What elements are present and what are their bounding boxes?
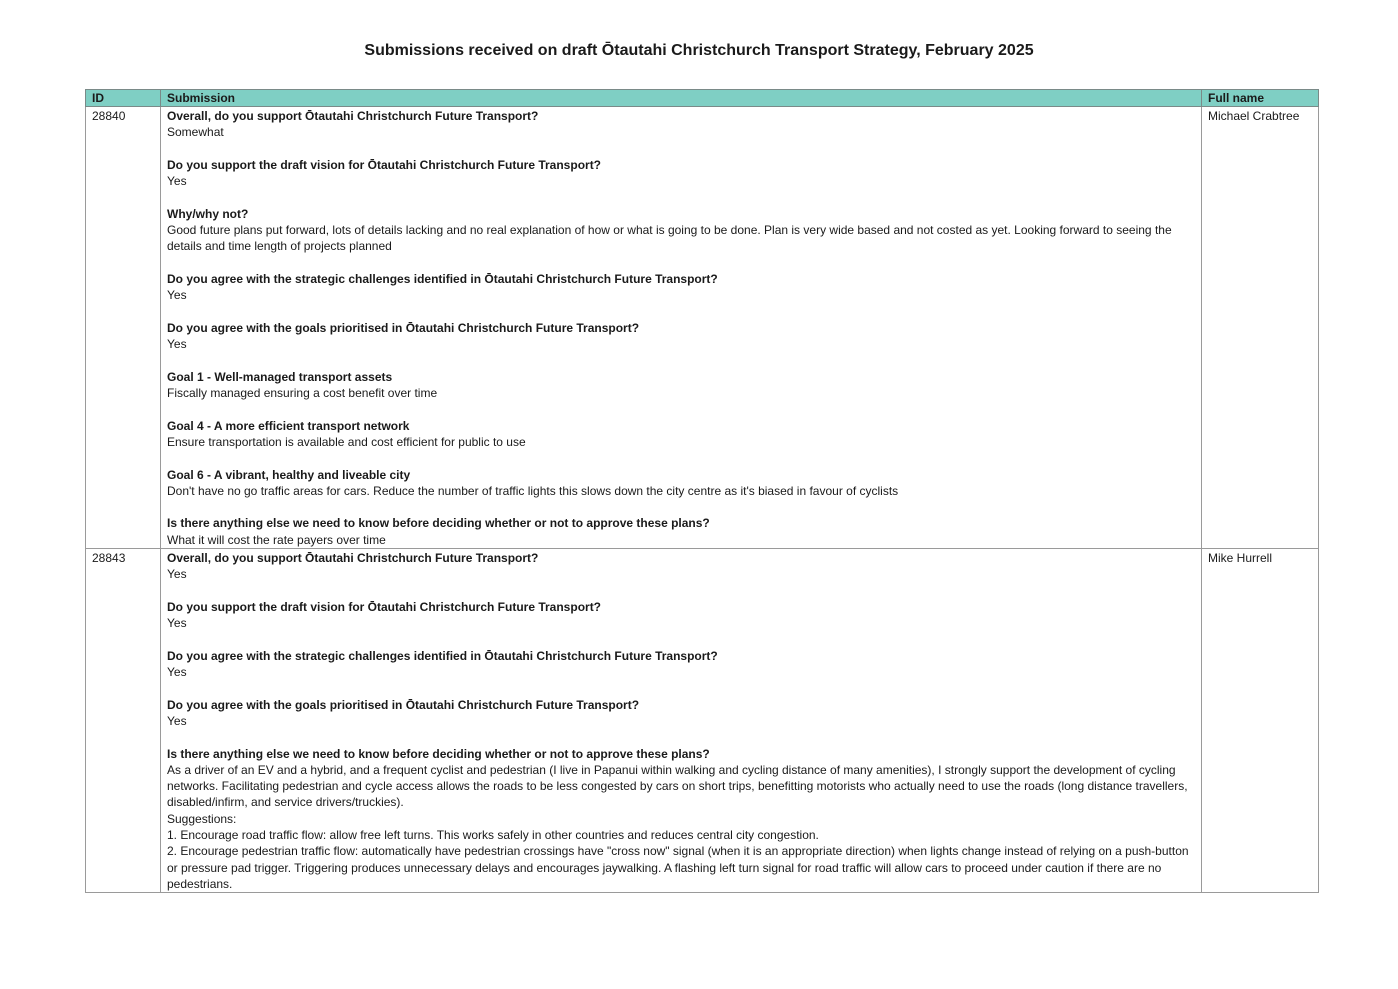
column-header-submission: Submission (161, 90, 1202, 107)
question-answer-block (167, 320, 1195, 353)
page-title: Submissions received on draft Ōtautahi Christchurch Transport Strategy, February 2025 (364, 42, 1034, 59)
question-text: Goal 6 - A vibrant, healthy and liveable city (167, 467, 411, 482)
question-answer-block (167, 467, 1195, 500)
answer-text: 1. Encourage road traffic flow: allow free left turns. This works safely in other countries and reduces central city congestion. (167, 828, 819, 843)
answer-text: Good future plans put forward, lots of details lacking and no real explanation of how or what is going to be done. Plan is very wide based and not costed as yet. Looking forward to seeing the details and time length of projects planned (167, 223, 1172, 254)
answer-text: As a driver of an EV and a hybrid, and a frequent cyclist and pedestrian (I live in Papanui within walking and cycling distance of many amenities), I strongly support the development of cycling networks. Facilitating pedestrian and cycle access allows the roads to be less congested by cars on short trips, benefitting motorists who actually need to use the roads (long distance travellers, disabled/infirm, and service drivers/truckies). (167, 762, 1188, 810)
answer-text: Somewhat (167, 125, 224, 140)
question-text: Do you support the draft vision for Ōtautahi Christchurch Future Transport? (167, 157, 602, 172)
answer-text: Yes (167, 174, 187, 189)
answer-text: What it will cost the rate payers over time (167, 532, 386, 547)
table-row (86, 549, 1319, 893)
question-text: Do you agree with the strategic challenges identified in Ōtautahi Christchurch Future Transport? (167, 648, 718, 663)
answer-text: 2. Encourage pedestrian traffic flow: automatically have pedestrian crossings have "cross now" signal (when it is an appropriate direction) when lights change instead of relying on a push-button or pressure pad trigger. Triggering produces unnecessary delays and encourages jaywalking. A flashing left turn signal for road traffic will allow cars to proceed under caution if there are no pedestrians. (167, 844, 1189, 891)
submissions-table (85, 89, 1319, 893)
column-header-full-name: Full name (1202, 90, 1319, 107)
table-body (86, 107, 1319, 893)
answer-text: Yes (167, 616, 187, 631)
question-text: Do you agree with the strategic challenges identified in Ōtautahi Christchurch Future Transport? (167, 271, 718, 286)
question-answer-block (167, 599, 1195, 632)
question-text: Do you support the draft vision for Ōtautahi Christchurch Future Transport? (167, 599, 602, 614)
question-answer-block (167, 550, 1195, 583)
submission-id: 28840 (86, 107, 161, 549)
question-answer-block (167, 271, 1195, 304)
question-answer-block (167, 648, 1195, 681)
answer-text: Yes (167, 337, 187, 352)
question-text: Is there anything else we need to know before deciding whether or not to approve these plans? (167, 516, 710, 531)
answer-text: Don't have no go traffic areas for cars. Reduce the number of traffic lights this slows down the city centre as it's biased in favour of cyclists (167, 483, 899, 498)
question-answer-block (167, 746, 1195, 893)
question-text: Do you agree with the goals prioritised in Ōtautahi Christchurch Future Transport? (167, 320, 640, 335)
answer-text: Suggestions: (167, 811, 237, 826)
answer-text: Yes (167, 288, 187, 303)
question-answer-block (167, 697, 1195, 730)
question-text: Is there anything else we need to know before deciding whether or not to approve these plans? (167, 746, 710, 761)
question-answer-block (167, 515, 1195, 548)
question-answer-block (167, 108, 1195, 141)
answer-text: Yes (167, 713, 187, 728)
question-text: Goal 4 - A more efficient transport network (167, 418, 410, 433)
submitter-full-name: Mike Hurrell (1202, 549, 1319, 893)
column-header-id: ID (86, 90, 161, 107)
submission-id: 28843 (86, 549, 161, 893)
table-header-row (86, 90, 1319, 107)
question-text: Goal 1 - Well-managed transport assets (167, 369, 393, 384)
question-text: Do you agree with the goals prioritised in Ōtautahi Christchurch Future Transport? (167, 697, 640, 712)
question-text: Why/why not? (167, 206, 249, 221)
submission-content (161, 107, 1202, 549)
question-answer-block (167, 418, 1195, 451)
question-text: Overall, do you support Ōtautahi Christchurch Future Transport? (167, 551, 539, 566)
submitter-full-name: Michael Crabtree (1202, 107, 1319, 549)
submission-content (161, 549, 1202, 893)
question-answer-block (167, 369, 1195, 402)
answer-text: Ensure transportation is available and cost efficient for public to use (167, 434, 526, 449)
answer-text: Yes (167, 665, 187, 680)
question-answer-block (167, 157, 1195, 190)
question-text: Overall, do you support Ōtautahi Christchurch Future Transport? (167, 109, 539, 123)
table-row (86, 107, 1319, 549)
answer-text: Yes (167, 567, 187, 582)
answer-text: Fiscally managed ensuring a cost benefit over time (167, 386, 438, 401)
question-answer-block (167, 206, 1195, 255)
